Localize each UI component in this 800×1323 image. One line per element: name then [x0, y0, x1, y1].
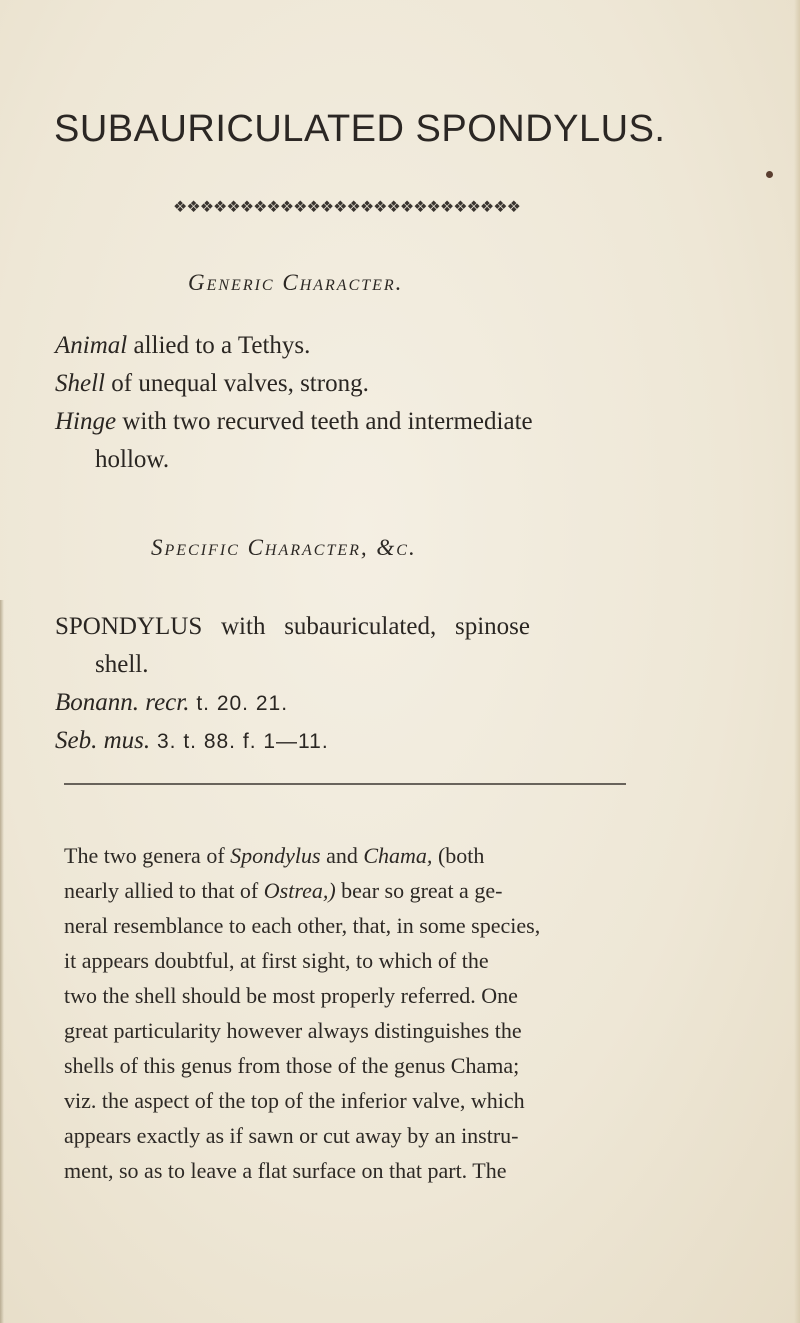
body-line-7: shells of this genus from those of the genus Chama;	[64, 1053, 520, 1078]
reference-bonanni-text: t. 20. 21.	[189, 692, 289, 715]
specific-line-1: SPONDYLUS with subauriculated, spinose	[55, 613, 530, 640]
body-text: (both	[432, 843, 485, 868]
hinge-text: with two recurved teeth and intermediate	[116, 408, 533, 435]
body-line-9: appears exactly as if sawn or cut away by an instru-	[64, 1123, 519, 1148]
body-text: and	[320, 843, 364, 868]
hinge-line-continued: hollow.	[95, 446, 170, 473]
body-text: nearly allied to that of	[64, 878, 264, 903]
page-edge-shadow	[0, 600, 4, 1323]
body-line-10: ment, so as to leave a flat surface on that part. The	[64, 1158, 507, 1183]
body-line-8: viz. the aspect of the top of the inferior valve, which	[64, 1088, 525, 1113]
body-text: The two genera of	[64, 843, 231, 868]
genus-chama: Chama,	[363, 843, 433, 868]
reference-seba-label: Seb. mus.	[55, 727, 151, 754]
ornament-divider: ❖❖❖❖❖❖❖❖❖❖❖❖❖❖❖❖❖❖❖❖❖❖❖❖❖❖	[173, 199, 520, 216]
body-line-3: neral resemblance to each other, that, in some species,	[64, 913, 541, 938]
reference-bonanni	[55, 689, 288, 717]
animal-label: Animal	[55, 332, 128, 359]
body-line-4: it appears doubtful, at first sight, to which of the	[64, 948, 489, 973]
shell-label: Shell	[55, 370, 105, 397]
page-title: SUBAURICULATED SPONDYLUS.	[54, 108, 666, 150]
hinge-line	[55, 408, 533, 436]
ink-speck	[766, 171, 773, 178]
body-text: bear so great a ge-	[335, 878, 503, 903]
reference-bonanni-label: Bonann. recr.	[55, 689, 190, 716]
specific-character-heading: Specific Character, &c.	[151, 535, 417, 560]
section-rule	[64, 783, 626, 785]
reference-seba-text: 3. t. 88. f. 1—11.	[150, 730, 329, 753]
animal-line	[55, 332, 310, 360]
genus-ostrea: Ostrea,)	[263, 878, 336, 903]
genus-spondylus: Spondylus	[230, 843, 321, 868]
body-line-2	[64, 878, 502, 904]
body-line-1	[64, 843, 484, 869]
shell-text: of unequal valves, strong.	[105, 370, 369, 397]
animal-text: allied to a Tethys.	[127, 332, 311, 359]
shell-line	[55, 370, 369, 398]
specific-line-2: shell.	[95, 651, 149, 678]
generic-character-heading: Generic Character.	[188, 270, 404, 295]
body-line-6: great particularity however always distinguishes the	[64, 1018, 522, 1043]
reference-seba	[55, 727, 329, 755]
page-edge-highlight	[794, 0, 800, 1323]
body-line-5: two the shell should be most properly referred. One	[64, 983, 518, 1008]
hinge-label: Hinge	[55, 408, 117, 435]
